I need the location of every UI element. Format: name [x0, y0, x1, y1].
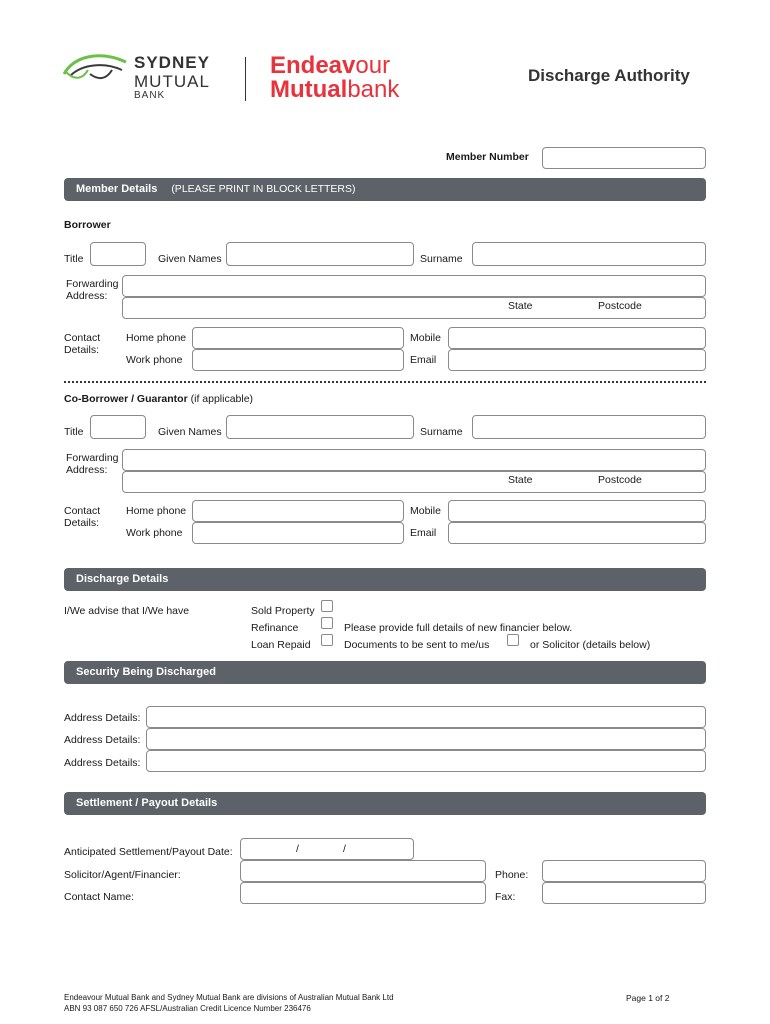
- coborrower-title-field[interactable]: [90, 415, 146, 439]
- coborrower-surname-field[interactable]: [472, 415, 706, 439]
- borrower-email-label: Email: [410, 354, 437, 366]
- loan-repaid-checkbox[interactable]: [321, 634, 333, 646]
- date-separator-2: /: [343, 843, 346, 855]
- borrower-postcode-label: Postcode: [598, 300, 642, 312]
- solicitor-label: Solicitor/Agent/Financier:: [64, 869, 181, 881]
- endeavour-word-bold: Endeav: [270, 52, 356, 79]
- solicitor-field[interactable]: [240, 860, 486, 882]
- loan-repaid-label: Loan Repaid: [251, 639, 311, 651]
- page-number: Page 1 of 2: [626, 993, 670, 1003]
- coborrower-mobile-field[interactable]: [448, 500, 706, 522]
- refinance-checkbox[interactable]: [321, 617, 333, 629]
- date-separator-1: /: [296, 843, 299, 855]
- fax-field[interactable]: [542, 882, 706, 904]
- footer-line-2: ABN 93 087 650 726 AFSL/Australian Credit Licence Number 236476: [64, 1004, 311, 1013]
- contact-name-label: Contact Name:: [64, 891, 135, 903]
- borrower-surname-label: Surname: [420, 253, 463, 265]
- security-address-field-2[interactable]: [146, 728, 706, 750]
- borrower-work-phone-field[interactable]: [192, 349, 404, 371]
- borrower-forwarding-label-1: Forwarding: [66, 278, 119, 290]
- settlement-heading: Settlement / Payout Details: [76, 797, 218, 809]
- sydney-mutual-logo: [60, 50, 230, 104]
- borrower-given-names-field[interactable]: [226, 242, 414, 266]
- page-title: Discharge Authority: [528, 66, 690, 85]
- footer-line-1: Endeavour Mutual Bank and Sydney Mutual Bank are divisions of Australian Mutual Bank Ltd: [64, 993, 394, 1002]
- section-divider: [64, 381, 706, 383]
- borrower-contact-label-1: Contact: [64, 332, 101, 344]
- coborrower-email-label: Email: [410, 527, 437, 539]
- borrower-state-label: State: [508, 300, 533, 312]
- or-solicitor-label: or Solicitor (details below): [530, 639, 651, 651]
- mutual-word-bold: Mutual: [270, 76, 348, 103]
- coborrower-given-names-field[interactable]: [226, 415, 414, 439]
- fax-label: Fax:: [495, 891, 516, 903]
- borrower-contact-label-2: Details:: [64, 344, 100, 356]
- coborrower-note: (if applicable): [190, 393, 254, 405]
- security-address-label-2: Address Details:: [64, 734, 141, 746]
- borrower-forwarding-label-2: Address:: [66, 290, 108, 302]
- coborrower-postcode-label: Postcode: [598, 474, 642, 486]
- documents-sent-label: Documents to be sent to me/us: [344, 639, 490, 651]
- borrower-title-field[interactable]: [90, 242, 146, 266]
- bank-word-light: bank: [347, 76, 400, 103]
- coborrower-state-label: State: [508, 474, 533, 486]
- coborrower-title-label: Title: [64, 426, 84, 438]
- member-number-field[interactable]: [542, 147, 706, 169]
- settlement-date-field[interactable]: [240, 838, 414, 860]
- security-address-field-3[interactable]: [146, 750, 706, 772]
- documents-sent-checkbox[interactable]: [507, 634, 519, 646]
- sydney-logo-line3: BANK: [134, 90, 166, 101]
- settlement-date-label: Anticipated Settlement/Payout Date:: [64, 846, 233, 858]
- member-details-header: [64, 178, 706, 201]
- borrower-label: Borrower: [64, 219, 111, 231]
- borrower-work-phone-label: Work phone: [126, 354, 183, 366]
- advise-label: I/We advise that I/We have: [64, 605, 190, 617]
- phone-field[interactable]: [542, 860, 706, 882]
- borrower-home-phone-field[interactable]: [192, 327, 404, 349]
- sold-property-checkbox[interactable]: [321, 600, 333, 612]
- sydney-logo-line1: SYDNEY: [134, 53, 210, 72]
- logo-divider: [245, 57, 246, 101]
- contact-name-field[interactable]: [240, 882, 486, 904]
- sold-property-label: Sold Property: [251, 605, 315, 617]
- sydney-swoosh-icon: [60, 50, 132, 90]
- member-number-label: Member Number: [446, 151, 529, 163]
- borrower-title-label: Title: [64, 253, 84, 265]
- coborrower-work-phone-label: Work phone: [126, 527, 183, 539]
- borrower-given-names-label: Given Names: [158, 253, 222, 265]
- settlement-header: [64, 792, 706, 815]
- coborrower-contact-label-1: Contact: [64, 505, 101, 517]
- borrower-home-phone-label: Home phone: [126, 332, 187, 344]
- security-heading: Security Being Discharged: [76, 666, 216, 678]
- borrower-mobile-field[interactable]: [448, 327, 706, 349]
- borrower-mobile-label: Mobile: [410, 332, 441, 344]
- borrower-address-field[interactable]: [122, 275, 706, 297]
- coborrower-email-field[interactable]: [448, 522, 706, 544]
- endeavour-word-light: our: [355, 52, 391, 79]
- security-address-label-1: Address Details:: [64, 712, 141, 724]
- coborrower-forwarding-label-1: Forwarding: [66, 452, 119, 464]
- borrower-surname-field[interactable]: [472, 242, 706, 266]
- phone-label: Phone:: [495, 869, 529, 881]
- coborrower-mobile-label: Mobile: [410, 505, 441, 517]
- coborrower-work-phone-field[interactable]: [192, 522, 404, 544]
- security-header: [64, 661, 706, 684]
- coborrower-home-phone-label: Home phone: [126, 505, 187, 517]
- sydney-logo-line2: MUTUAL: [134, 72, 210, 91]
- discharge-details-heading: Discharge Details: [76, 573, 169, 585]
- security-address-label-3: Address Details:: [64, 757, 141, 769]
- security-address-field-1[interactable]: [146, 706, 706, 728]
- member-details-heading: Member Details: [76, 183, 158, 195]
- refinance-label: Refinance: [251, 622, 299, 634]
- coborrower-home-phone-field[interactable]: [192, 500, 404, 522]
- coborrower-forwarding-label-2: Address:: [66, 464, 108, 476]
- coborrower-heading: [64, 393, 253, 405]
- coborrower-label: Co-Borrower / Guarantor: [64, 393, 188, 405]
- coborrower-surname-label: Surname: [420, 426, 463, 438]
- coborrower-contact-label-2: Details:: [64, 517, 100, 529]
- block-letters-note: (PLEASE PRINT IN BLOCK LETTERS): [171, 183, 356, 195]
- endeavour-mutual-logo: [270, 54, 440, 106]
- discharge-details-header: [64, 568, 706, 591]
- provide-details-note: Please provide full details of new financier below.: [344, 622, 573, 634]
- coborrower-given-names-label: Given Names: [158, 426, 222, 438]
- coborrower-address-field[interactable]: [122, 449, 706, 471]
- borrower-email-field[interactable]: [448, 349, 706, 371]
